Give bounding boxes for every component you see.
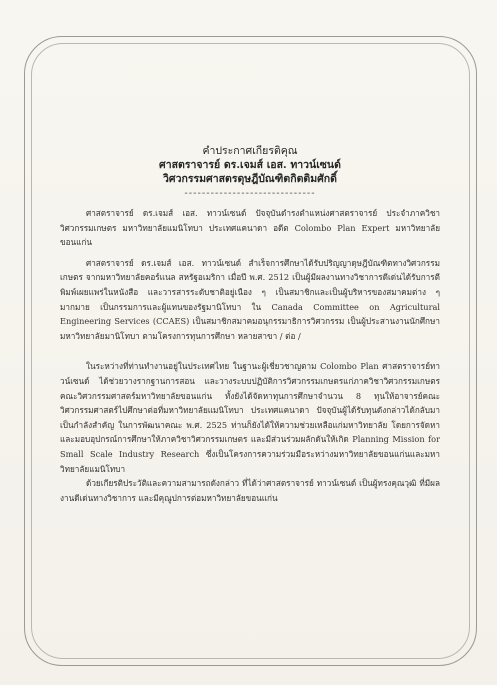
honoree-name: ศาสตราจารย์ ดร.เจมส์ เอส. ทาวน์เซนด์ [159, 159, 341, 171]
paragraph-3: ในระหว่างที่ท่านทำงานอยู่ในประเทศไทย ในฐานะผู้เชี่ยวชาญตาม Colombo Plan ศาสตราจารย์ทาวน์เซนด์ ได้ช่วยวางรากฐานการสอน และวางระบบปฏิบัติการวิศวกรรมเกษตรแก่ภาควิชาวิศวกรรมเกษตร คณะวิศวกรรมศาสตร์มหาวิทยาลัยขอนแก่น ทั้งยังได้จัดหาทุนการศึกษาจำนวน 8 ทุนให้อาจารย์คณะวิศวกรรมศาสตร์ไปศึกษาต่อที่มหาวิทยาลัยแมนิโทบา ประเทศแคนาดา ปัจจุบันผู้ได้รับทุนดังกล่าวได้กลับมาเป็นกำลังสำคัญ ในการพัฒนาคณะ พ.ศ. 2525 ท่านก็ยังได้ให้ความช่วยเหลือแก่มหาวิทยาลัย โดยการจัดหาและมอบอุปกรณ์การศึกษาให้ภาควิชาวิศวกรรมเกษตร และมีส่วนร่วมผลักดันให้เกิด Planning Mission for Small Scale Industry Research ซึ่งเป็นโครงการความร่วมมือระหว่างมหาวิทยาลัยขอนแก่นและมหาวิทยาลัยแมนิโทบา [60, 361, 440, 474]
paragraph-1: ศาสตราจารย์ ดร.เจมส์ เอส. ทาวน์เซนด์ ปัจจุบันดำรงตำแหน่งศาสตราจารย์ ประจำภาควิชาวิศวกรรมเกษตร มหาวิทยาลัยแมนิโทบา ประเทศแคนาดา อดีต Colombo Plan Expert มหาวิทยาลัยขอนแก่น [60, 208, 440, 248]
paragraph-4: ด้วยเกียรติประวัติและความสามารถดังกล่าว ที่ได้ว่าศาสตราจารย์ ทาวน์เซนด์ เป็นผู้ทรงคุณวุฒิ ที่มีผลงานดีเด่นทางวิชาการ และมีคุณูปการต่อมหาวิทยาลัยขอนแก่น [60, 478, 440, 503]
separator-rule: ------------------------------ [184, 188, 316, 199]
honorary-degree: วิศวกรรมศาสตรดุษฎีบัณฑิตกิตติมศักดิ์ [163, 173, 337, 185]
paragraph-2: ศาสตราจารย์ ดร.เจมส์ เอส. ทาวน์เซนด์ สำเร็จการศึกษาได้รับปริญญาดุษฎีบัณฑิตทางวิศวกรรมเกษตร จากมหาวิทยาลัยคอร์แนล สหรัฐอเมริกา เมื่อปี พ.ศ. 2512 เป็นผู้มีผลงานทางวิชาการดีเด่นได้รับการตีพิมพ์เผยแพร่ในหนังสือ และวารสารระดับชาติอยู่เนือง ๆ เป็นสมาชิกและเป็นผู้บริหารของสมาคมต่าง ๆ มากมาย เป็นกรรมการและผู้แทนของรัฐมานิโทบา ใน Canada Committee on Agricultural Engineering Services (CCAES) เป็นสมาชิกสมาคมอนุกรรมาธิการวิศวกรรม เป็นผู้ประสานงานนักศึกษามหาวิทยาลัยมานิโทบา ตามโครงการทุนการศึกษา หลายสาขา / ต่อ / [60, 257, 440, 341]
document-heading: คำประกาศเกียรติคุณ [202, 145, 298, 157]
citation-body [60, 144, 440, 505]
